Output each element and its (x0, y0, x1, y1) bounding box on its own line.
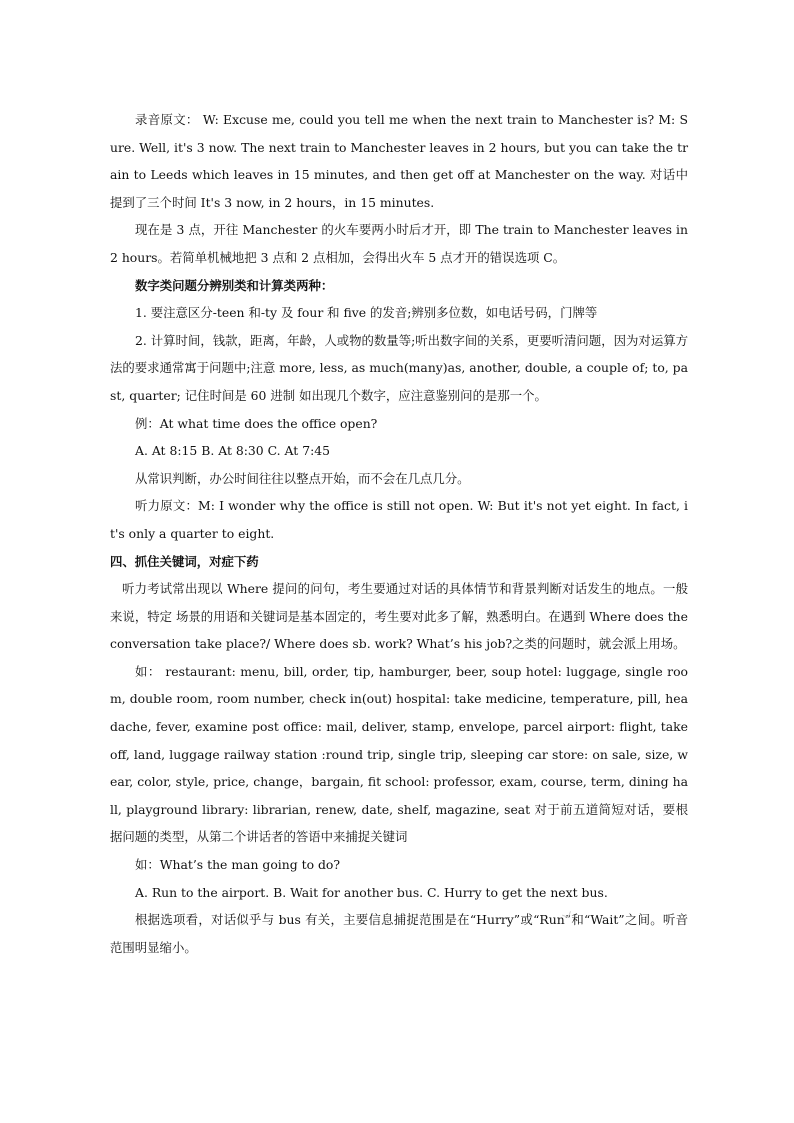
example-question: 例：At what time does the office open? (135, 415, 378, 431)
section-heading-keywords: 四、抓住关键词，对症下药 (110, 553, 259, 569)
keywords-list-paragraph: 如： restaurant: menu, bill, order, tip, hamburger, beer, soup hotel: luggage, single room, double room, room number, check in(out) hospital: take medicine, temperature, pill, headache, fever, examine post office: mail, deliver, stamp, envelope, parcel airport: flight, take off, land, luggage railway station :round trip, single trip, sleeping car store: on sale, size, wear, color, style, price, change，bargain, fit school: professor, exam, course, term, dining hall, playground library: librarian, renew, date, shelf, magazine, seat 对于前五道简短对话，要根据问题的类型，从第二个讲话者的答语中来捕捉关键词 (110, 663, 688, 845)
document-page (110, 106, 688, 961)
example-reasoning-2: 根据选项看，对话似乎与 bus 有关，主要信息捕捉范围是在“Hurry”或“Run”和“Wait”之间。听音范围明显缩小。 (110, 912, 688, 955)
section-subheading-numbers: 数字类问题分辨别类和计算类两种： (135, 277, 334, 293)
example-reasoning: 从常识判断，办公时间往往以整点开始，而不会在几点几分。 (135, 470, 470, 486)
explanation-paragraph: 现在是 3 点，开往 Manchester 的火车要两小时后才开，即 The train to Manchester leaves in 2 hours。若简单机械地把 3 点和 2 点相加，会得出火车 5 点才开的错误选项 C。 (110, 222, 688, 265)
recording-transcript-paragraph: 录音原文： W: Excuse me, could you tell me when the next train to Manchester is? M: Sure. Well, it's 3 now. The next train to Manchester leaves in 2 hours, but you can take the train to Leeds which leaves in 15 minutes, and then get off at Manchester on the way. 对话中提到了三个时间 It's 3 now, in 2 hours，in 15 minutes. (110, 112, 688, 210)
example-options: A. At 8:15 B. At 8:30 C. At 7:45 (135, 443, 331, 459)
example-options-2: A. Run to the airport. B. Wait for another bus. C. Hurry to get the next bus. (135, 884, 608, 900)
example-transcript: 听力原文：M: I wonder why the office is still not open. W: But it's not yet eight. In fact, it's only a quarter to eight. (110, 498, 688, 541)
keywords-intro-paragraph: 听力考试常出现以 Where 提问的问句，考生要通过对话的具体情节和背景判断对话发生的地点。一般来说，特定 场景的用语和关键词是基本固定的，考生要对此多了解，熟悉明白。在遇到 Where does the conversation take place?/ Where does sb. work? What’s his job?之类的问题时，就会派上用场。 (110, 581, 688, 652)
tip-item-2: 2. 计算时间，钱款，距离，年龄，人或物的数量等;听出数字间的关系，更要听清问题，因为对运算方法的要求通常寓于问题中;注意 more, less, as much(many)as, another, double, a couple of; to, past, quarter; 记住时间是 60 进制 如出现几个数字，应注意鉴别问的是那一个。 (110, 332, 688, 403)
example-question-2: 如：What’s the man going to do? (135, 857, 341, 873)
tip-item-1: 1. 要注意区分-teen 和-ty 及 four 和 five 的发音;辨别多位数，如电话号码，门牌等 (135, 305, 598, 321)
